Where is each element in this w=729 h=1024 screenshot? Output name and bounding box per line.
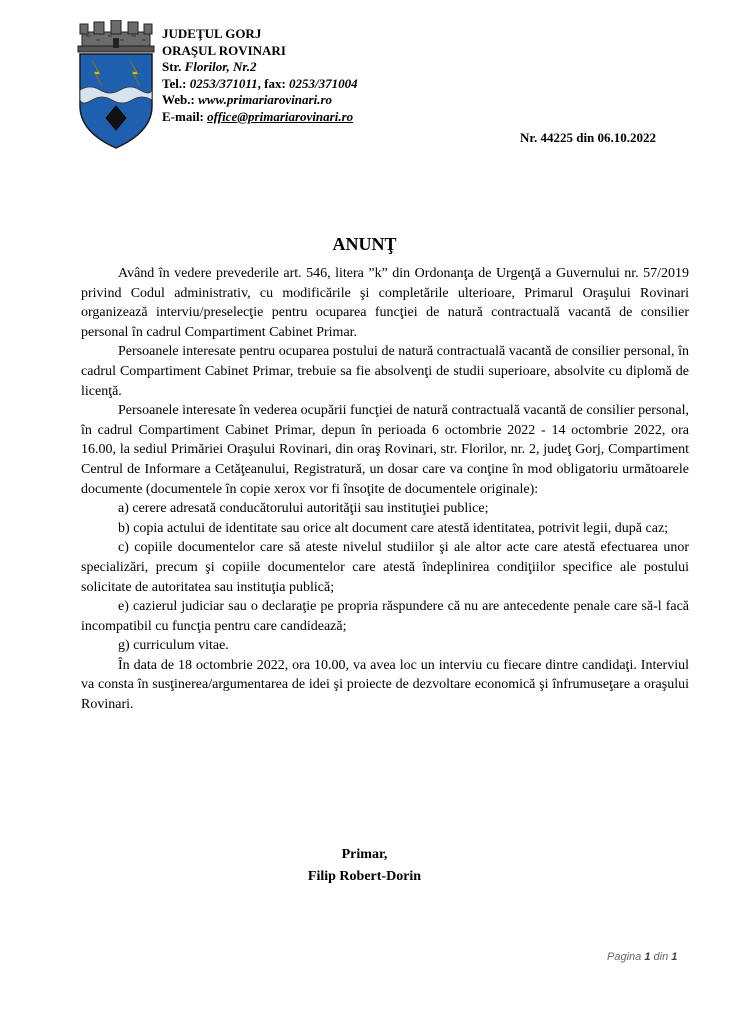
paragraph-submission: Persoanele interesate în vederea ocupării funcţiei de natură contractuală vacantă de consilier personal, în cadrul Compartiment Cabinet Primar, depun în perioada 6 octombrie 2022 - 14 octombrie 2022, ora 16.00, la sediul Primăriei Oraşului Rovinari, din oraş Rovinari, str. Florilor, nr. 2, judeţ Gorj, Compartiment Centrul de Informare a Cetăţeanului, Registratură, un dosar care va conţine în mod obligatoriu următoarele documente (documentele în copie xerox vor fi însoţite de documentele originale):: [81, 403, 689, 497]
email-link[interactable]: office@primariarovinari.ro: [207, 108, 354, 124]
letterhead: [162, 26, 358, 125]
phone-line: [162, 76, 358, 93]
document-registration-number: Nr. 44225 din 06.10.2022: [520, 130, 657, 145]
tel-value: 0253/371011: [189, 75, 258, 91]
page-title: ANUNŢ: [332, 234, 397, 254]
announcement-body: [81, 264, 689, 715]
coat-of-arms-crest-icon: [76, 20, 156, 150]
mural-crown-icon: [78, 20, 154, 52]
paragraph-legal-basis: Având în vedere prevederile art. 546, litera ”k” din Ordonanţa de Urgenţă a Guvernului nr. 57/2019 privind Codul administrativ, cu modificările şi completările ulterioare, Primarul Oraşului Rovinari organizează interviu/preselecţie pentru ocuparea funcţiei de natură contractuală vacantă de consilier personal în cadrul Compartiment Cabinet Primar.: [81, 266, 689, 340]
pager-total: 1: [671, 951, 678, 963]
list-item-g: g) curriculum vitae.: [118, 638, 229, 654]
county-name: JUDEŢUL GORJ: [162, 26, 262, 41]
address-line: [162, 59, 358, 76]
tel-label: Tel.:: [162, 75, 187, 91]
paragraph-requirements: Persoanele interesate pentru ocuparea postului de natură contractuală vacantă de consilier personal, în cadrul Compartiment Cabinet Primar, trebuie sa fie absolvenţi de studii superioare, absolvite cu diplomă de licenţă.: [81, 344, 689, 399]
fax-label: , fax:: [257, 75, 286, 91]
list-item-b: b) copia actului de identitate sau orice alt document care atestă identitatea, potrivit legii, după caz;: [118, 520, 669, 536]
street-label: Str.: [162, 59, 182, 74]
pager-prefix: Pagina: [607, 951, 642, 963]
page-counter: [607, 951, 677, 963]
email-line: [162, 109, 358, 126]
web-line: [162, 92, 358, 109]
signature-role: Primar,: [341, 847, 388, 862]
town-name: ORAŞUL ROVINARI: [162, 42, 286, 58]
pager-middle: din: [653, 951, 669, 963]
street-value: Florilor, Nr.2: [184, 59, 257, 74]
paragraph-interview: În data de 18 octombrie 2022, ora 10.00, va avea loc un interviu cu fiecare dintre candidaţi. Interviul va consta în susţinerea/argumentarea de idei şi proiecte de dezvoltare economică şi înfrumuseţare a oraşului Rovinari.: [81, 657, 689, 713]
signature-name: Filip Robert-Dorin: [307, 869, 422, 884]
list-item-e: e) cazierul judiciar sau o declaraţie pe propria răspundere că nu are antecedente penale care să-l facă incompatibil cu funcţia pentru care candidează;: [81, 599, 689, 634]
pager-current: 1: [644, 951, 651, 963]
list-item-c: c) copiile documentelor care să ateste nivelul studiilor şi ale altor acte care atestă efectuarea unor specializări, precum şi copiile documentelor care atestă îndeplinirea condiţiilor specifice ale postului solicitate de autoritatea sau instituţia publică;: [81, 540, 689, 595]
fax-value: 0253/371004: [289, 75, 358, 91]
email-label: E-mail:: [162, 108, 204, 124]
web-link[interactable]: www.primariarovinari.ro: [198, 92, 333, 107]
list-item-a: a) cerere adresată conducătorului autorităţii sau instituţiei publice;: [118, 501, 489, 517]
web-label: Web.:: [162, 92, 195, 107]
